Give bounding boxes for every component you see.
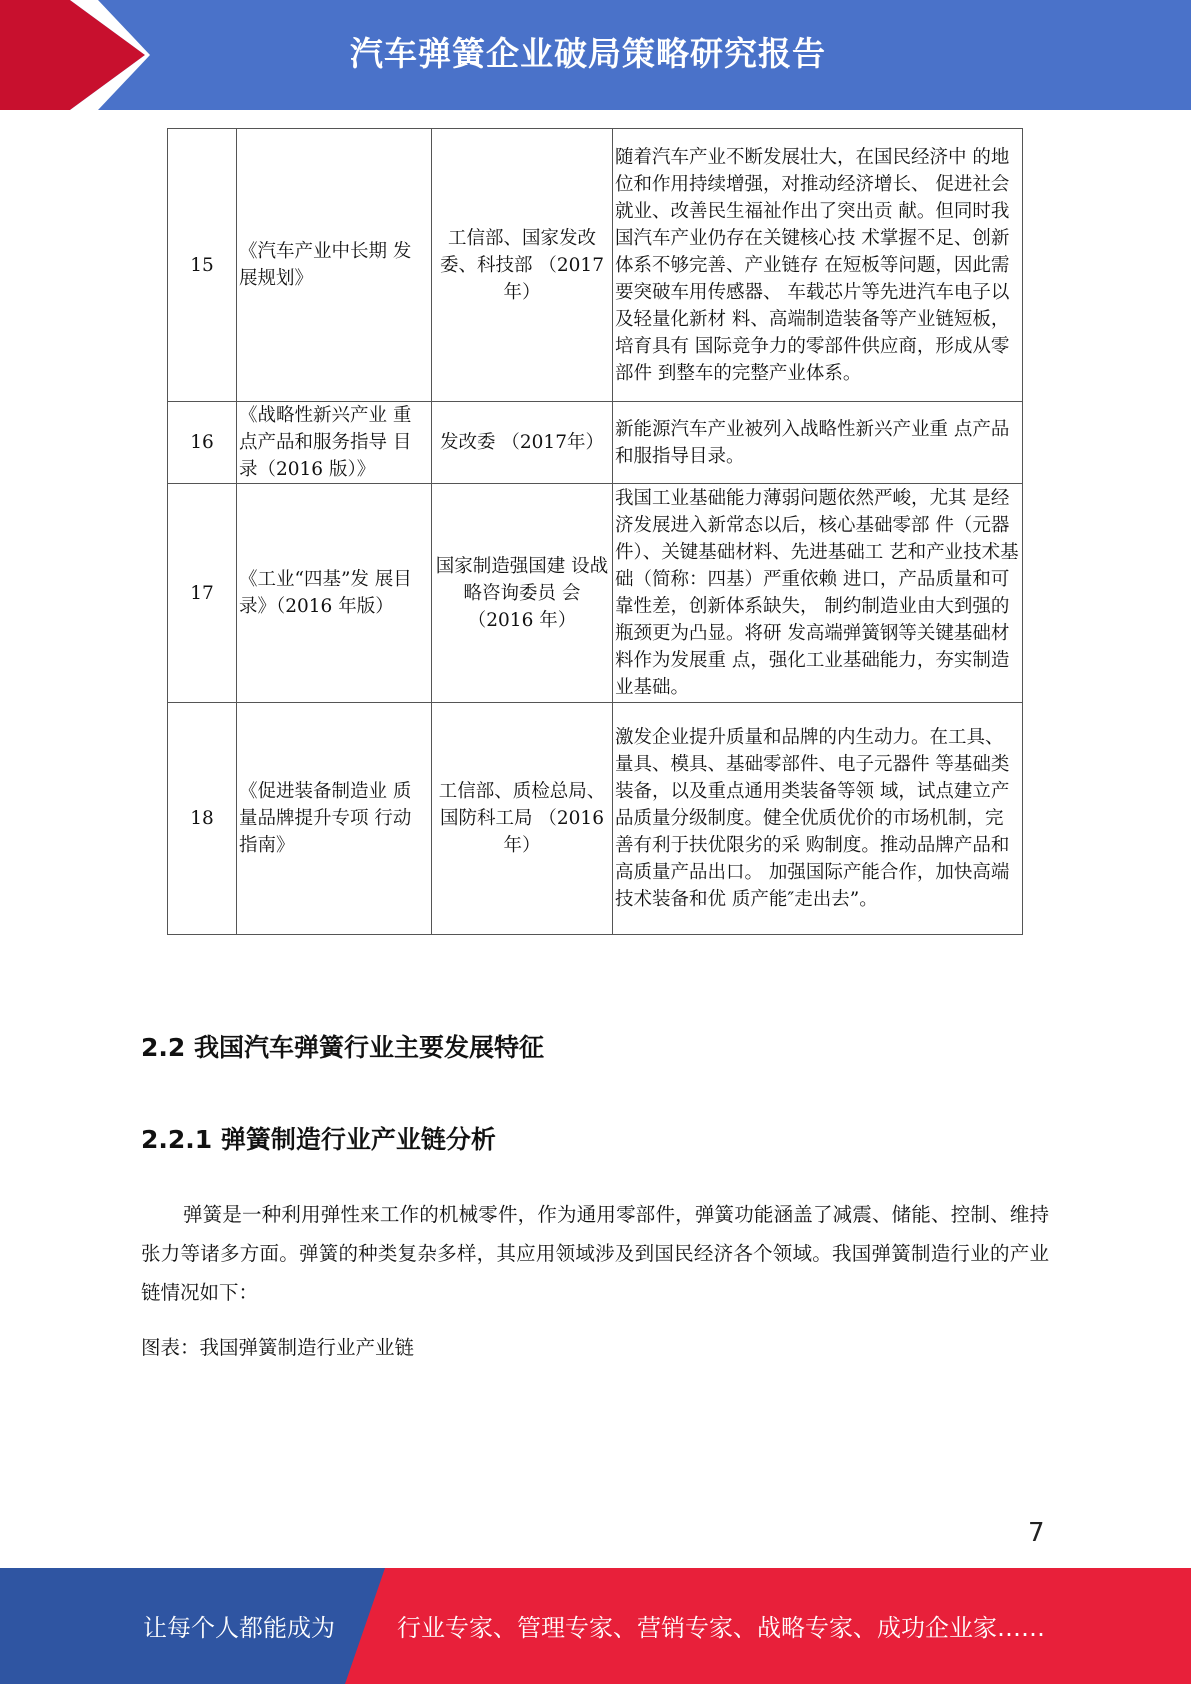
issuing-department: 国家制造强国建 设战略咨询委员 会（2016 年） xyxy=(432,484,613,703)
figure-caption: 图表：我国弹簧制造行业产业链 xyxy=(141,1336,415,1359)
table-row xyxy=(168,484,1023,703)
row-number: 18 xyxy=(168,703,237,935)
policy-description: 随着汽车产业不断发展壮大，在国民经济中 的地位和作用持续增强，对推动经济增长、 促进社会就业、改善民生福祉作出了突出贡 献。但同时我国汽车产业仍存在关键核心技 术掌握不足、创新体系不够完善、产业链存 在短板等问题，因此需要突破车用传感器、 车载芯片等先进汽车电子以及轻量化新材 料、高端制造装备等产业链短板，培育具有 国际竞争力的零部件供应商，形成从零部件 到整车的完整产业体系。 xyxy=(613,129,1023,402)
policy-description: 激发企业提升质量和品牌的内生动力。在工具、量具、模具、基础零部件、电子元器件 等基础类装备，以及重点通用类装备等领 域，试点建立产品质量分级制度。健全优质优价的市场机制，完善有利于扶优限劣的采 购制度。推动品牌产品和高质量产品出口。 加强国际产能合作，加快高端技术装备和优 质产能″走出去”。 xyxy=(613,703,1023,935)
issuing-department: 工信部、国家发改委、科技部 （2017年） xyxy=(432,129,613,402)
page-number: 7 xyxy=(1028,1518,1045,1548)
subsection-heading: 2.2.1 弹簧制造行业产业链分析 xyxy=(141,1125,496,1154)
policy-table xyxy=(167,128,1023,935)
policy-description: 新能源汽车产业被列入战略性新兴产业重 点产品和服指导目录。 xyxy=(613,402,1023,484)
footer-slogan-right: 行业专家、管理专家、营销专家、战略专家、成功企业家…… xyxy=(397,1614,1045,1642)
page-footer xyxy=(0,1568,1191,1684)
issuing-department: 工信部、质检总局、国防科工局 （2016 年） xyxy=(432,703,613,935)
table-row xyxy=(168,402,1023,484)
policy-name: 《汽车产业中长期 发展规划》 xyxy=(237,129,432,402)
report-title: 汽车弹簧企业破局策略研究报告 xyxy=(350,34,826,73)
row-number: 16 xyxy=(168,402,237,484)
table-row xyxy=(168,129,1023,402)
issuing-department: 发改委 （2017年） xyxy=(432,402,613,484)
footer-slogan-left: 让每个人都能成为 xyxy=(143,1614,335,1642)
page-header xyxy=(0,0,1191,110)
policy-description: 我国工业基础能力薄弱问题依然严峻，尤其 是经济发展进入新常态以后，核心基础零部 件（元器件）、关键基础材料、先进基础工 艺和产业技术基础（简称：四基）严重依赖 进口，产品质量和可靠性差，创新体系缺失， 制约制造业由大到强的瓶颈更为凸显。将研 发高端弹簧钢等关键基础材料作为发展重 点，强化工业基础能力，夯实制造业基础。 xyxy=(613,484,1023,703)
row-number: 15 xyxy=(168,129,237,402)
body-paragraph: 弹簧是一种利用弹性来工作的机械零件，作为通用零部件，弹簧功能涵盖了减震、储能、控制、维持张力等诸多方面。弹簧的种类复杂多样，其应用领域涉及到国民经济各个领域。我国弹簧制造行业的产业链情况如下： xyxy=(141,1203,1049,1304)
policy-name: 《工业“四基”发 展目录》（2016 年版） xyxy=(237,484,432,703)
table-row xyxy=(168,703,1023,935)
section-heading: 2.2 我国汽车弹簧行业主要发展特征 xyxy=(141,1033,544,1062)
policy-name: 《促进装备制造业 质量品牌提升专项 行动指南》 xyxy=(237,703,432,935)
row-number: 17 xyxy=(168,484,237,703)
policy-name: 《战略性新兴产业 重点产品和服务指导 目录（2016 版）》 xyxy=(237,402,432,484)
